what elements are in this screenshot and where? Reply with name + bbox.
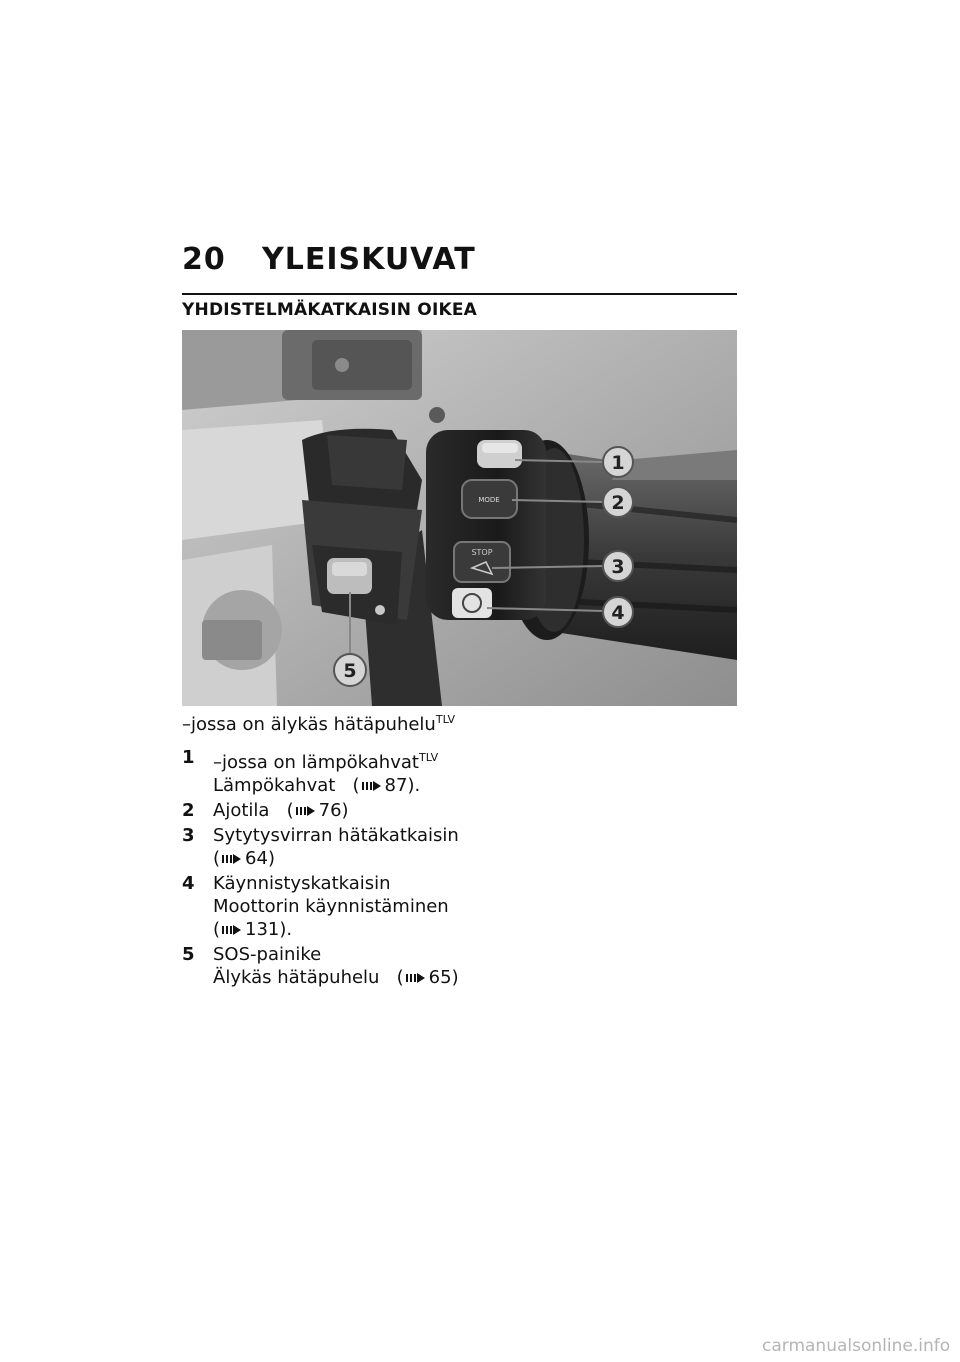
callout-3 bbox=[603, 551, 633, 581]
legend-number: 5 bbox=[182, 944, 195, 965]
page-reference-link[interactable]: ( 64) bbox=[213, 848, 275, 869]
legend-line2: Lämpökahvat bbox=[213, 775, 336, 796]
list-item bbox=[182, 799, 742, 822]
legend-line1: SOS-painike bbox=[213, 944, 322, 965]
arrow-reference-icon bbox=[222, 853, 242, 865]
page-reference-link[interactable]: ( 87). bbox=[341, 775, 421, 796]
legend-line1: Ajotila bbox=[213, 800, 270, 821]
ref-suffix: ) bbox=[451, 967, 459, 988]
header-rule bbox=[182, 293, 737, 295]
legend-line1: Käynnistyskatkaisin bbox=[213, 873, 391, 894]
figure-caption bbox=[182, 713, 455, 736]
page-reference-link[interactable]: ( 76) bbox=[275, 800, 349, 821]
legend-list bbox=[182, 746, 742, 991]
page-header bbox=[182, 242, 476, 277]
section-title: YHDISTELMÄKATKAISIN OIKEA bbox=[182, 300, 478, 320]
callout-2-label: 2 bbox=[611, 492, 625, 514]
caption-text: –jossa on älykäs hätäpuhelu bbox=[182, 714, 436, 735]
chapter-title: YLEISKUVAT bbox=[262, 242, 476, 277]
page-number: 20 bbox=[182, 242, 226, 277]
ref-suffix: ) bbox=[341, 800, 349, 821]
list-item bbox=[182, 824, 742, 870]
page-reference-link[interactable]: ( 65) bbox=[385, 967, 459, 988]
ref-page: 87 bbox=[384, 775, 408, 796]
callout-4-label: 4 bbox=[611, 602, 625, 624]
ref-page: 76 bbox=[318, 800, 342, 821]
callout-4 bbox=[603, 597, 633, 627]
arrow-reference-icon bbox=[362, 780, 382, 792]
callout-5-label: 5 bbox=[343, 660, 357, 682]
callout-5 bbox=[334, 654, 366, 686]
callout-1 bbox=[603, 447, 633, 477]
list-item bbox=[182, 872, 742, 941]
legend-line1: –jossa on lämpökahvat bbox=[213, 752, 419, 773]
caption-sup: TLV bbox=[435, 713, 456, 726]
ref-suffix: ). bbox=[279, 919, 293, 940]
switch-illustration bbox=[182, 330, 737, 706]
watermark: carmanualsonline.info bbox=[762, 1336, 951, 1356]
legend-number: 1 bbox=[182, 747, 195, 768]
callout-2 bbox=[603, 487, 633, 517]
legend-line2: Moottorin käynnistäminen bbox=[213, 896, 449, 917]
ref-page: 64 bbox=[245, 848, 268, 869]
arrow-reference-icon bbox=[406, 972, 426, 984]
legend-line2: Älykäs hätäpuhelu bbox=[213, 967, 380, 988]
ref-suffix: ). bbox=[407, 775, 421, 796]
callout-3-label: 3 bbox=[611, 556, 625, 578]
legend-number: 2 bbox=[182, 800, 195, 821]
arrow-reference-icon bbox=[296, 805, 316, 817]
switch-photo bbox=[182, 330, 737, 706]
list-item bbox=[182, 943, 742, 989]
ref-suffix: ) bbox=[267, 848, 275, 869]
ref-page: 131 bbox=[245, 919, 280, 940]
arrow-reference-icon bbox=[222, 924, 242, 936]
page-reference-link[interactable]: ( 131). bbox=[213, 919, 293, 940]
legend-number: 4 bbox=[182, 873, 195, 894]
legend-number: 3 bbox=[182, 825, 195, 846]
callout-1-label: 1 bbox=[611, 452, 625, 474]
list-item bbox=[182, 746, 742, 797]
legend-line1: Sytytysvirran hätäkatkaisin bbox=[213, 825, 459, 846]
mode-button-label: MODE bbox=[478, 496, 500, 504]
ref-page: 65 bbox=[428, 967, 452, 988]
legend-sup: TLV bbox=[418, 751, 439, 764]
stop-button-label: STOP bbox=[471, 548, 493, 557]
